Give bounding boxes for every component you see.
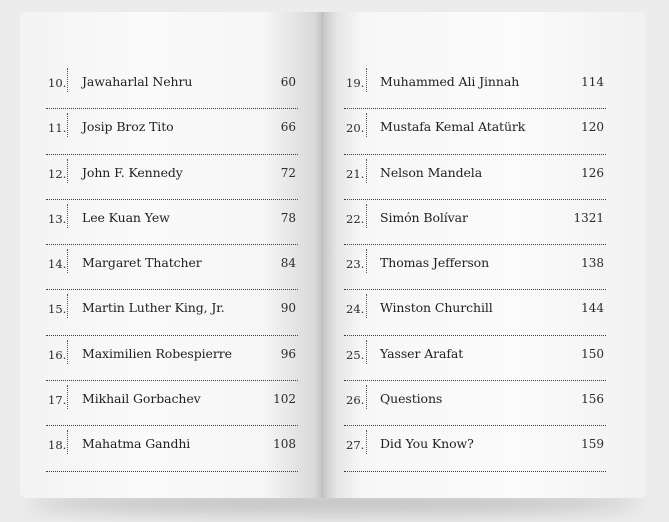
- dotted-separator: [366, 340, 367, 364]
- entry-page-number: 60: [280, 75, 296, 89]
- entry-page-number: 114: [581, 75, 604, 89]
- toc-entry[interactable]: [344, 290, 606, 335]
- entry-page-number: 156: [581, 392, 604, 407]
- entry-title: Mahatma Gandhi: [82, 436, 191, 452]
- toc-entry[interactable]: [344, 64, 606, 109]
- entry-title: Thomas Jefferson: [380, 255, 490, 271]
- toc-entry[interactable]: [344, 336, 606, 381]
- left-page: [20, 12, 324, 498]
- entry-page-number: 126: [581, 165, 604, 180]
- toc-entry[interactable]: [344, 426, 606, 471]
- entry-title: Simón Bolívar: [380, 209, 468, 225]
- entry-number: 15.: [48, 302, 67, 317]
- toc-entry[interactable]: [344, 109, 606, 154]
- entry-number: 13.: [48, 211, 67, 226]
- entry-number: 16.: [48, 347, 67, 362]
- entry-number: 23.: [346, 257, 365, 272]
- dotted-separator: [67, 113, 68, 137]
- entry-title: Questions: [380, 391, 443, 407]
- entry-page-number: 102: [273, 392, 296, 407]
- entry-title: Mustafa Kemal Atatürk: [380, 119, 526, 135]
- toc-entry[interactable]: [344, 155, 606, 200]
- dotted-separator: [366, 385, 367, 409]
- dotted-separator: [366, 294, 367, 318]
- entry-title: Martin Luther King, Jr.: [82, 300, 225, 316]
- entry-title: John F. Kennedy: [82, 164, 183, 180]
- entry-number: 21.: [346, 166, 365, 181]
- entry-title: Margaret Thatcher: [82, 255, 202, 271]
- entry-page-number: 1321: [573, 210, 604, 225]
- entry-page-number: 159: [581, 437, 604, 452]
- toc-entry[interactable]: [46, 381, 298, 426]
- entry-page-number: 108: [273, 437, 296, 452]
- entry-number: 14.: [48, 257, 67, 272]
- toc-list-left: [46, 64, 298, 472]
- dotted-separator: [67, 385, 68, 409]
- dotted-separator: [67, 68, 68, 92]
- dotted-separator: [67, 249, 68, 273]
- toc-entry[interactable]: [46, 336, 298, 381]
- entry-title: Yasser Arafat: [380, 345, 464, 361]
- entry-title: Muhammed Ali Jinnah: [380, 74, 520, 89]
- entry-page-number: 72: [280, 165, 296, 180]
- toc-entry[interactable]: [46, 64, 298, 109]
- entry-title: Jawaharlal Nehru: [82, 74, 193, 89]
- dotted-separator: [67, 204, 68, 228]
- entry-page-number: 138: [581, 256, 604, 271]
- toc-entry[interactable]: [46, 290, 298, 335]
- entry-title: Nelson Mandela: [380, 164, 483, 180]
- entry-number: 18.: [48, 438, 67, 453]
- dotted-separator: [366, 113, 367, 137]
- toc-entry[interactable]: [344, 200, 606, 245]
- entry-number: 25.: [346, 347, 365, 362]
- entry-number: 26.: [346, 393, 365, 408]
- entry-number: 12.: [48, 166, 67, 181]
- entry-number: 11.: [48, 121, 67, 136]
- toc-list-right: [344, 64, 606, 472]
- entry-page-number: 120: [581, 120, 604, 135]
- dotted-separator: [366, 159, 367, 183]
- entry-page-number: 150: [581, 346, 604, 361]
- entry-page-number: 78: [280, 210, 296, 225]
- entry-number: 20.: [346, 121, 365, 136]
- entry-number: 10.: [48, 76, 67, 90]
- entry-page-number: 144: [581, 301, 604, 316]
- entry-title: Maximilien Robespierre: [82, 345, 232, 361]
- entry-number: 22.: [346, 211, 365, 226]
- right-page: [324, 12, 646, 498]
- entry-title: Winston Churchill: [380, 300, 493, 316]
- dotted-separator: [366, 249, 367, 273]
- entry-number: 19.: [346, 76, 365, 90]
- dotted-separator: [366, 204, 367, 228]
- dotted-separator: [67, 159, 68, 183]
- toc-entry[interactable]: [344, 381, 606, 426]
- dotted-separator: [366, 430, 367, 454]
- dotted-separator: [366, 68, 367, 92]
- dotted-separator: [67, 294, 68, 318]
- toc-entry[interactable]: [46, 426, 298, 471]
- toc-entry[interactable]: [46, 245, 298, 290]
- entry-title: Lee Kuan Yew: [82, 209, 170, 225]
- dotted-separator: [67, 340, 68, 364]
- toc-entry[interactable]: [46, 155, 298, 200]
- entry-title: Josip Broz Tito: [82, 119, 174, 135]
- entry-number: 17.: [48, 393, 67, 408]
- toc-entry[interactable]: [46, 200, 298, 245]
- entry-title: Did You Know?: [380, 436, 474, 452]
- entry-number: 27.: [346, 438, 365, 453]
- dotted-separator: [67, 430, 68, 454]
- toc-entry[interactable]: [344, 245, 606, 290]
- entry-number: 24.: [346, 302, 365, 317]
- entry-page-number: 90: [280, 301, 296, 316]
- entry-page-number: 84: [280, 256, 296, 271]
- entry-page-number: 66: [280, 120, 296, 135]
- entry-title: Mikhail Gorbachev: [82, 391, 201, 407]
- toc-entry[interactable]: [46, 109, 298, 154]
- entry-page-number: 96: [280, 346, 296, 361]
